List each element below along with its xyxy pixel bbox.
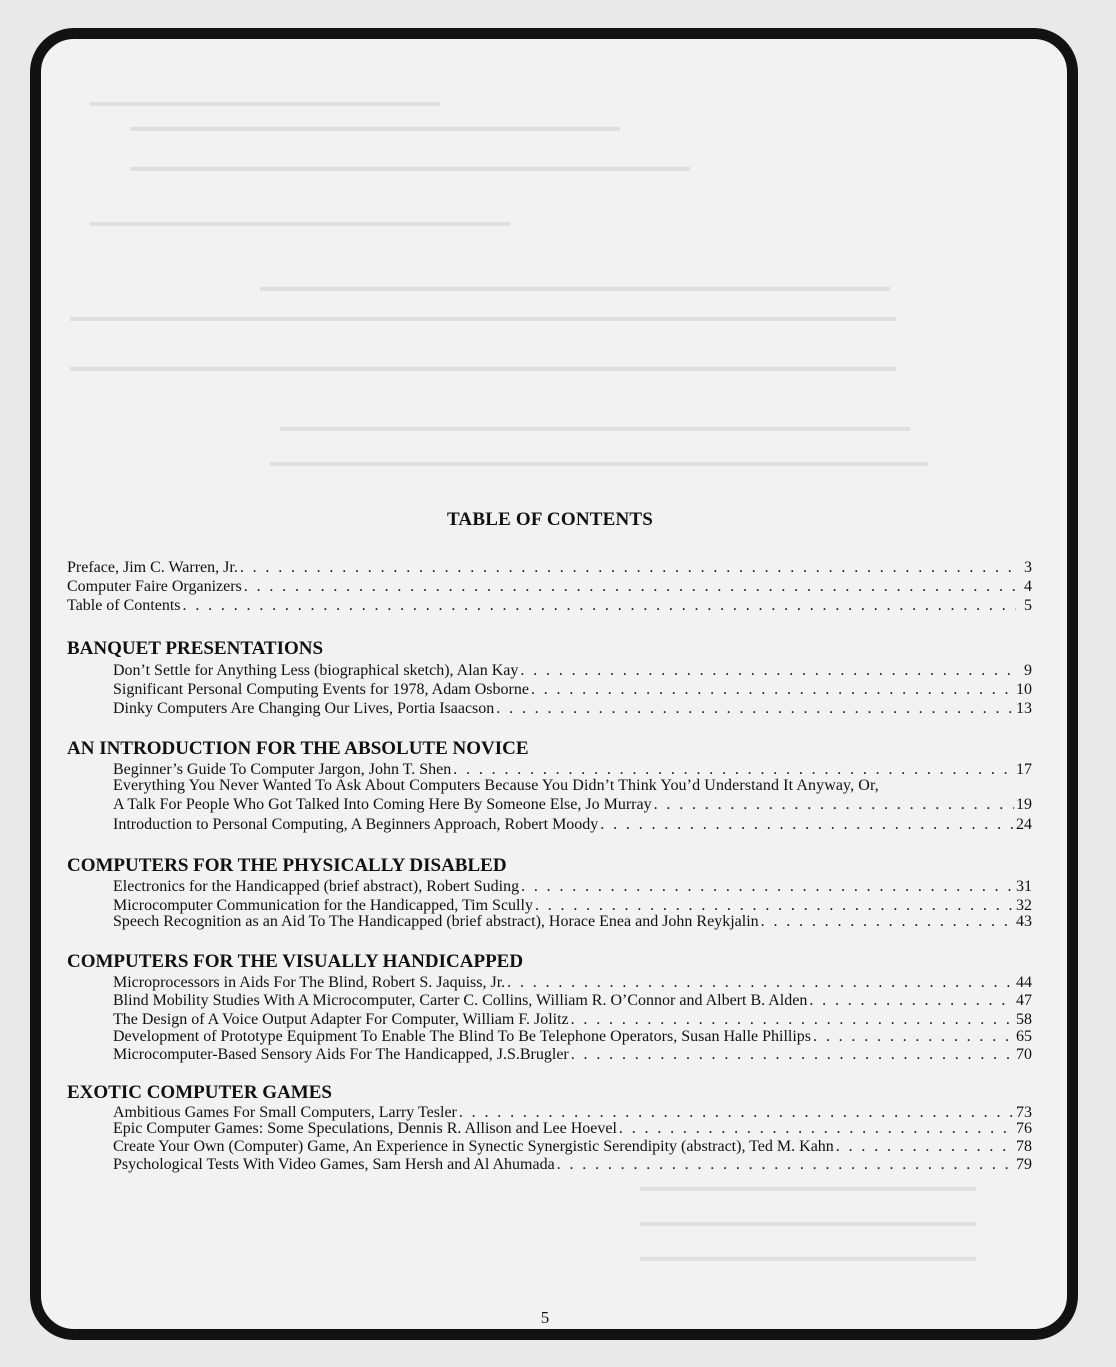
- toc-entry-title: Introduction to Personal Computing, A Beginners Approach, Robert Moody: [113, 816, 599, 833]
- toc-entry: [113, 699, 1032, 718]
- toc-entry: [113, 1045, 1032, 1064]
- toc-entry-page: 4: [1024, 578, 1032, 595]
- toc-entry-title: Dinky Computers Are Changing Our Lives, Portia Isaacson: [113, 700, 495, 717]
- toc-entry-page: 31: [1016, 878, 1032, 895]
- bleed-through-text: ▬▬▬▬▬▬▬▬▬▬▬▬▬▬▬▬▬▬▬▬▬▬▬▬▬▬▬▬▬▬▬▬▬▬▬▬▬▬▬▬▬▬▬▬▬: [260, 280, 890, 295]
- bleed-through-text: ▬▬▬▬▬▬▬▬▬▬▬▬▬▬▬▬▬▬▬▬▬▬▬▬▬▬▬▬▬▬▬▬▬▬▬▬▬▬▬▬▬▬▬▬▬▬▬▬▬▬▬▬▬▬▬▬▬▬▬: [70, 310, 896, 325]
- dot-leader: [571, 1045, 1014, 1064]
- bleed-through-text: ▬▬▬▬▬▬▬▬▬▬▬▬▬▬▬▬▬▬▬▬▬▬▬▬▬▬▬▬▬▬▬▬▬▬▬▬▬▬▬▬▬▬▬▬▬: [280, 420, 910, 435]
- toc-entry-page: 70: [1016, 1046, 1032, 1063]
- toc-entry-page: 32: [1016, 897, 1032, 914]
- toc-entry-page: 24: [1016, 816, 1032, 833]
- toc-entry-title: Electronics for the Handicapped (brief abstract), Robert Suding: [113, 878, 520, 895]
- toc-entry-title: Create Your Own (Computer) Game, An Experience in Synectic Synergistic Serendipity (abstract), Ted M. Kahn: [113, 1138, 834, 1155]
- toc-entry-title: Computer Faire Organizers: [67, 578, 242, 595]
- toc-entry-title: Table of Contents: [67, 597, 181, 614]
- toc-entry-title: Don’t Settle for Anything Less (biographical sketch), Alan Kay: [113, 662, 519, 679]
- dot-leader: [813, 1027, 1014, 1046]
- dot-leader: [836, 1137, 1014, 1156]
- toc-entry: [113, 973, 1032, 992]
- toc-entry-page: 73: [1016, 1104, 1032, 1121]
- bleed-through-text: ▬▬▬▬▬▬▬▬▬▬▬▬▬▬▬▬▬▬▬▬▬▬▬▬: [640, 1215, 976, 1230]
- toc-entry: [113, 795, 1032, 814]
- toc-entry: [113, 1027, 1032, 1046]
- toc-entry-title: Ambitious Games For Small Computers, Larry Tesler: [113, 1104, 457, 1121]
- toc-entry-page: 43: [1016, 913, 1032, 930]
- section-heading: COMPUTERS FOR THE PHYSICALLY DISABLED: [67, 855, 507, 876]
- dot-leader: [531, 680, 1014, 699]
- section-heading: COMPUTERS FOR THE VISUALLY HANDICAPPED: [67, 951, 524, 972]
- toc-entry-page: 3: [1024, 559, 1032, 576]
- toc-entry-page: 78: [1016, 1138, 1032, 1155]
- toc-entry-title: Beginner’s Guide To Computer Jargon, John T. Shen: [113, 761, 452, 778]
- toc-entry-title: Epic Computer Games: Some Speculations, Dennis R. Allison and Lee Hoevel: [113, 1120, 617, 1137]
- toc-entry-page: 17: [1016, 761, 1032, 778]
- section-heading: BANQUET PRESENTATIONS: [67, 638, 324, 659]
- dot-leader: [244, 577, 1016, 596]
- toc-entry-title: A Talk For People Who Got Talked Into Coming Here By Someone Else, Jo Murray: [113, 796, 652, 813]
- toc-entry: [67, 596, 1032, 615]
- page-title: TABLE OF CONTENTS: [446, 509, 654, 530]
- toc-entry-title: Development of Prototype Equipment To Enable The Blind To Be Telephone Operators, Susan Halle Phillips: [113, 1028, 812, 1045]
- toc-entry: [113, 1155, 1032, 1174]
- page-number: 5: [540, 1308, 550, 1327]
- toc-entry-title: Microprocessors in Aids For The Blind, Robert S. Jaquiss, Jr.: [113, 974, 506, 991]
- toc-entry: [113, 680, 1032, 699]
- dot-leader: [557, 1155, 1014, 1174]
- toc-entry-title: Psychological Tests With Video Games, Sam Hersh and Al Ahumada: [113, 1156, 555, 1173]
- section-heading: AN INTRODUCTION FOR THE ABSOLUTE NOVICE: [67, 738, 529, 759]
- toc-entry-title: The Design of A Voice Output Adapter For Computer, William F. Jolitz: [113, 1011, 569, 1028]
- dot-leader: [521, 877, 1014, 896]
- toc-entry-title: Preface, Jim C. Warren, Jr.: [67, 559, 238, 576]
- toc-entry-page: 65: [1016, 1028, 1032, 1045]
- toc-entry: [113, 991, 1032, 1010]
- toc-entry: [113, 877, 1032, 896]
- toc-entry-page: 13: [1016, 700, 1032, 717]
- bleed-through-text: ▬▬▬▬▬▬▬▬▬▬▬▬▬▬▬▬▬▬▬▬▬▬▬▬▬: [90, 95, 440, 110]
- toc-entry-page: 47: [1016, 992, 1032, 1009]
- toc-entry: [113, 661, 1032, 680]
- toc-entry-page: 9: [1024, 662, 1032, 679]
- dot-leader: [240, 558, 1016, 577]
- toc-entry-first-line: Everything You Never Wanted To Ask About Computers Because You Didn’t Think You’d Understand It Anyway, Or,: [113, 777, 879, 794]
- dot-leader: [600, 815, 1014, 834]
- toc-entry-title: Microcomputer Communication for the Handicapped, Tim Scully: [113, 897, 533, 914]
- toc-entry: [67, 577, 1032, 596]
- dot-leader: [496, 699, 1014, 718]
- dot-leader: [809, 991, 1014, 1010]
- toc-entry-title: Significant Personal Computing Events for 1978, Adam Osborne: [113, 681, 529, 698]
- toc-entry: [67, 558, 1032, 577]
- toc-entry-title: Speech Recognition as an Aid To The Handicapped (brief abstract), Horace Enea and John Reykjalin: [113, 913, 759, 930]
- dot-leader: [520, 661, 1016, 680]
- dot-leader: [654, 795, 1014, 814]
- toc-entry: [113, 912, 1032, 931]
- toc-entry-page: 19: [1016, 796, 1032, 813]
- toc-entry: [113, 1119, 1032, 1138]
- bleed-through-text: ▬▬▬▬▬▬▬▬▬▬▬▬▬▬▬▬▬▬▬▬▬▬▬▬▬▬▬▬▬▬▬▬▬▬▬▬▬▬▬▬: [130, 160, 690, 175]
- dot-leader: [507, 973, 1014, 992]
- toc-entry-page: 79: [1016, 1156, 1032, 1173]
- toc-entry-title: Microcomputer-Based Sensory Aids For The Handicapped, J.S.Brugler: [113, 1046, 569, 1063]
- bleed-through-text: ▬▬▬▬▬▬▬▬▬▬▬▬▬▬▬▬▬▬▬▬▬▬▬▬: [640, 1250, 976, 1265]
- dot-leader: [619, 1119, 1014, 1138]
- toc-entry-page: 5: [1024, 597, 1032, 614]
- dot-leader: [761, 912, 1014, 931]
- toc-entry-page: 58: [1016, 1011, 1032, 1028]
- toc-entry: [113, 1137, 1032, 1156]
- toc-entry-page: 44: [1016, 974, 1032, 991]
- bleed-through-text: ▬▬▬▬▬▬▬▬▬▬▬▬▬▬▬▬▬▬▬▬▬▬▬▬▬▬▬▬▬▬▬▬▬▬▬: [130, 120, 620, 135]
- bleed-through-text: ▬▬▬▬▬▬▬▬▬▬▬▬▬▬▬▬▬▬▬▬▬▬▬▬▬▬▬▬▬▬▬▬▬▬▬▬▬▬▬▬▬▬▬▬▬▬▬▬▬▬▬▬▬▬▬▬▬▬▬: [70, 360, 896, 375]
- section-heading: EXOTIC COMPUTER GAMES: [67, 1082, 332, 1103]
- toc-entry: [113, 815, 1032, 834]
- toc-entry-page: 76: [1016, 1120, 1032, 1137]
- bleed-through-text: ▬▬▬▬▬▬▬▬▬▬▬▬▬▬▬▬▬▬▬▬▬▬▬▬: [640, 1180, 976, 1195]
- bleed-through-text: ▬▬▬▬▬▬▬▬▬▬▬▬▬▬▬▬▬▬▬▬▬▬▬▬▬▬▬▬▬▬: [90, 215, 510, 230]
- dot-leader: [183, 596, 1016, 615]
- toc-entry-page: 10: [1016, 681, 1032, 698]
- toc-entry-title: Blind Mobility Studies With A Microcomputer, Carter C. Collins, William R. O’Connor and Albert B. Alden: [113, 992, 808, 1009]
- bleed-through-text: ▬▬▬▬▬▬▬▬▬▬▬▬▬▬▬▬▬▬▬▬▬▬▬▬▬▬▬▬▬▬▬▬▬▬▬▬▬▬▬▬▬▬▬▬▬▬▬: [270, 455, 928, 470]
